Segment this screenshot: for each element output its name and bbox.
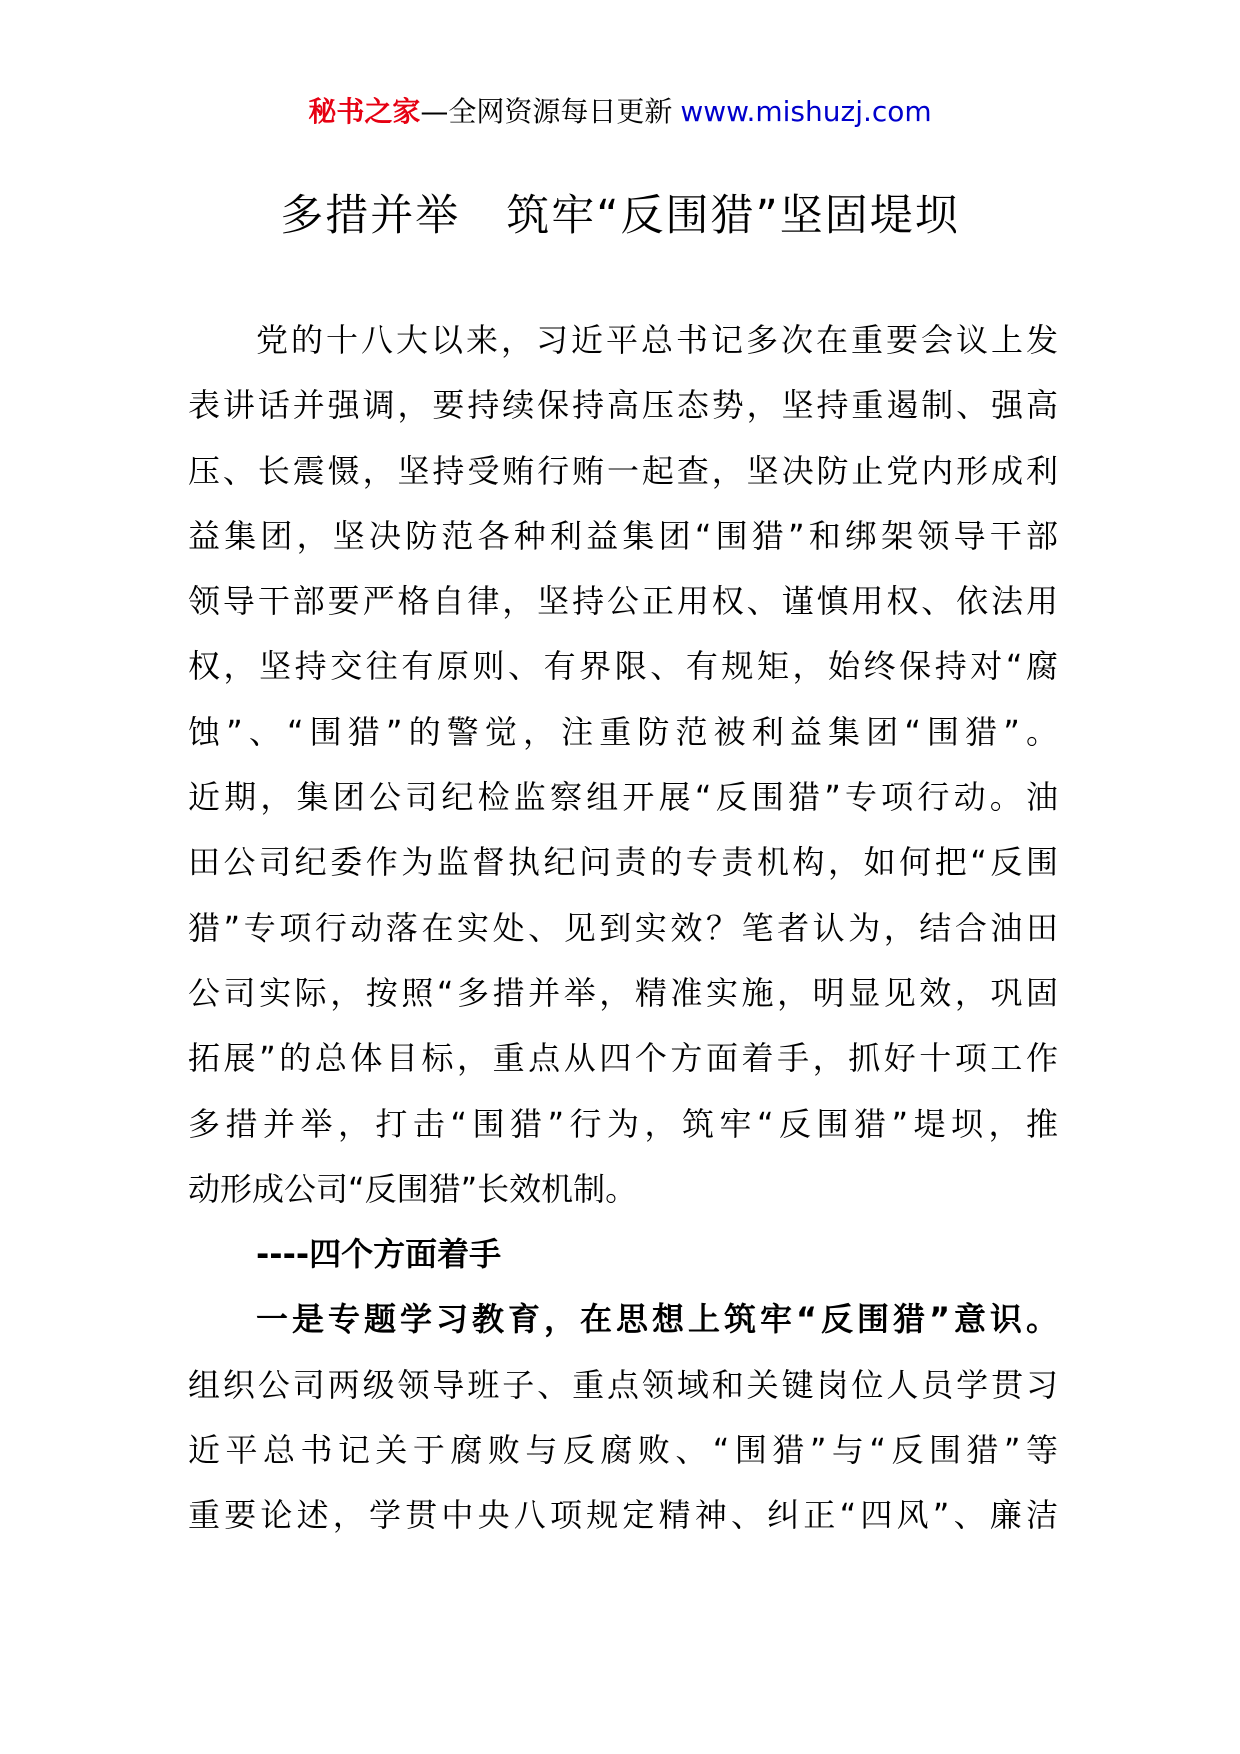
site-url-link[interactable]: www.mishuzj.com — [680, 95, 932, 128]
title-part-2: 筑牢“反围猎”坚固堤坝 — [506, 191, 960, 241]
document-body — [188, 308, 1058, 1549]
paragraph-line: 动形成公司“反围猎”长效机制。 — [188, 1169, 638, 1208]
paragraph-line: 组织公司两级领导班子、重点领域和关键岗位人员学贯习 — [188, 1365, 1058, 1404]
paragraph-line: 党的十八大以来，习近平总书记多次在重要会议上发 — [256, 321, 1058, 359]
paragraph-line: 重要论述，学贯中央八项规定精神、纠正“四风”、廉洁 — [188, 1496, 1058, 1535]
title-part-1: 多措并举 — [280, 191, 461, 241]
paragraph-line: 拓展”的总体目标，重点从四个方面着手，抓好十项工作 — [188, 1039, 1058, 1078]
paragraph-line: 领导干部要严格自律，坚持公正用权、谨慎用权、依法用 — [188, 582, 1058, 621]
paragraph-line: 田公司纪委作为监督执纪问责的专责机构，如何把“反围 — [188, 843, 1058, 882]
paragraph-line: 蚀”、“围猎”的警觉，注重防范被利益集团“围猎”。 — [188, 712, 1058, 751]
section-heading: ----四个方面着手 — [256, 1235, 502, 1274]
site-tagline: —全网资源每日更新 — [420, 95, 673, 128]
paragraph-line: 近平总书记关于腐败与反腐败、“围猎”与“反围猎”等 — [188, 1431, 1058, 1470]
paragraph-line: 压、长震慑，坚持受贿行贿一起查，坚决防止党内形成利 — [188, 451, 1058, 490]
document-title — [0, 186, 1240, 246]
paragraph-line: 权，坚持交往有原则、有界限、有规矩，始终保持对“腐 — [188, 647, 1058, 686]
paragraph-line: 益集团，坚决防范各种利益集团“围猎”和绑架领导干部 — [188, 516, 1058, 555]
brand-name: 秘书之家 — [308, 95, 421, 128]
paragraph-line: 近期，集团公司纪检监察组开展“反围猎”专项行动。油 — [188, 778, 1058, 817]
paragraph-line: 多措并举，打击“围猎”行为，筑牢“反围猎”堤坝，推 — [188, 1104, 1058, 1143]
site-header — [0, 92, 1240, 132]
paragraph-line: 表讲话并强调，要持续保持高压态势，坚持重遏制、强高 — [188, 386, 1058, 425]
subsection-heading: 一是专题学习教育，在思想上筑牢“反围猎”意识。 — [256, 1300, 1058, 1339]
paragraph-line: 猎”专项行动落在实处、见到实效？笔者认为，结合油田 — [188, 908, 1058, 947]
paragraph-line: 公司实际，按照“多措并举，精准实施，明显见效，巩固 — [188, 973, 1058, 1012]
